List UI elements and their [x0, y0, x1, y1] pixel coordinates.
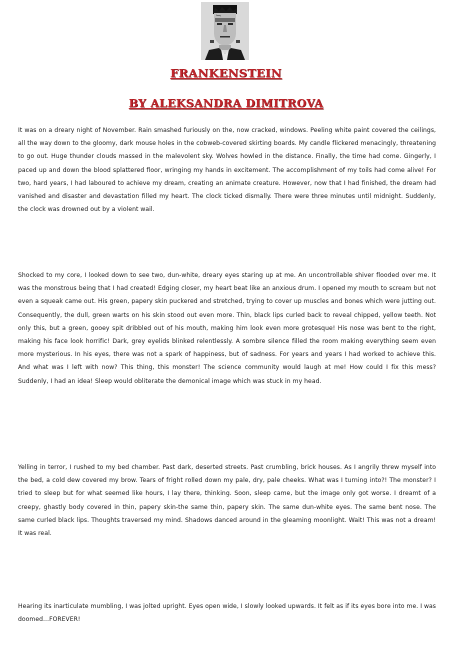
paragraph-4: Hearing its inarticulate mumbling, I was jolted upright. Eyes open wide, I slowly looked upwards. It felt as if its eyes bore into me. I was doomed…FOREVER! [18, 603, 436, 624]
paragraph-3: Yelling in terror, I rushed to my bed chamber. Past dark, deserted streets. Past crumbling, brick houses. As I angrily threw myself into the bed, a cold dew covered my brow. Tears of fright rolled down my pale, dry, pale cheeks. What was I turning into?! The monster? I tried to sleep but for what seemed like hours, I lay there, thinking. Soon, sleep came, but the image only got worse. I dreamt of a creepy, ghastly body covered in thin, papery skin-the same thin, papery skin. The same dun-white eyes. The same bent nose. The same curled black lips. Thoughts traversed my mind. Shadows danced around in the gleaming moonlight. Wait! This was not a dream! It was real. [18, 464, 436, 538]
frankenstein-portrait-icon [201, 2, 249, 60]
paragraph-1: It was on a dreary night of November. Rain smashed furiously on the, now cracked, windows. Peeling white paint covered the ceilings, all the way down to the gloomy, dark mouse holes in the cobweb-covered skirting boards. My candle flickered menacingly, threatening to go out. Huge thunder clouds massed in the malevolent sky. Wolves howled in the distance. Finally, the time had come. Gingerly, I paced up and down the blood splattered floor, wringing my hands in excitement. The accomplishment of my toils had come alive! For two, hard years, I had laboured to achieve my dream, creating an animate creature. However, now that I had finished, the dream had vanished and disaster and devastation filled my heart. The clock ticked dismally. There were three minutes until midnight. Suddenly, the clock was drowned out by a violent wail. [18, 127, 436, 214]
document-title: FRANKENSTEIN [170, 66, 282, 80]
paragraph-2: Shocked to my core, I looked down to see two, dun-white, dreary eyes staring up at me. An uncontrollable shiver flooded over me. It was the monstrous being that I had created! Edging closer, my heart beat like an anxious drum. I opened my mouth to scream but not even a squeak came out. His green, papery skin puckered and stretched, trying to cover up muscles and bones which were jutting out. Consequently, the dull, green warts on his skin stood out even more. Thin, black lips curled back to reveal chipped, yellow teeth. Not only this, but a green, gooey spit dribbled out of his mouth, making him look even more grotesque! His nose was bent to the right, making his face look horrific! Dark, grey eyelids blinked relentlessly. A sombre silence filled the room making everything seem even more mysterious. In his eyes, there was not a spark of happiness, but of sadness. For years and years I had worked to achieve this. And what was I left with now? This thing, this monster! The science community would laugh at me! How could I fix this mess? Suddenly, I had an idea! Sleep would obliterate the demonical image which was stuck in my head. [18, 272, 436, 385]
document-byline: BY ALEKSANDRA DIMITROVA [128, 97, 324, 110]
